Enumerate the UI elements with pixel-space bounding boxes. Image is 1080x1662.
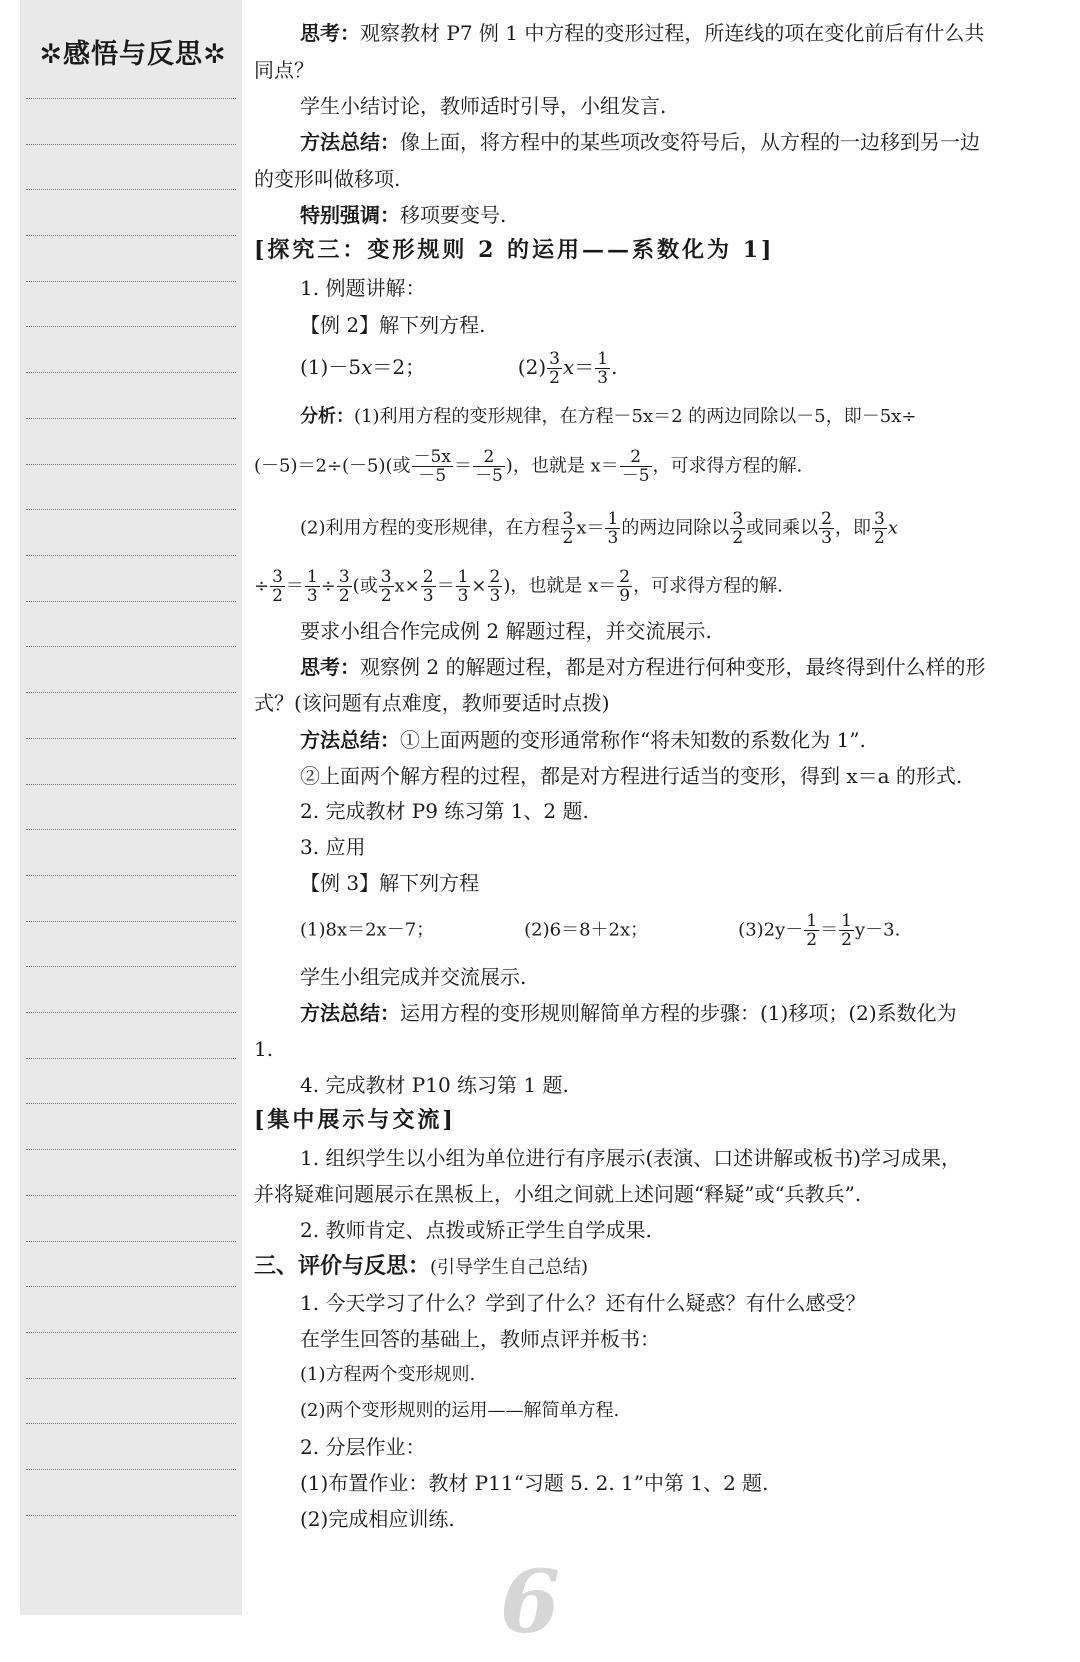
text-line: 4. 完成教材 P10 练习第 1 题. xyxy=(300,1073,569,1097)
fraction: $\frac{1}{3}$ xyxy=(306,567,318,606)
fraction: $\frac{3}{2}$ xyxy=(338,567,350,606)
section-heading: [探究三：变形规则 2 的运用——系数化为 1] xyxy=(254,237,775,263)
fraction: $\frac{2}{3}$ xyxy=(422,567,434,606)
fraction: $\frac{2}{9}$ xyxy=(619,567,631,606)
text-line: (1)布置作业：教材 P11“习题 5. 2. 1”中第 1、2 题. xyxy=(300,1471,769,1495)
fraction: $\frac{1}{2}$ xyxy=(841,911,852,950)
text-line: 方法总结：运用方程的变形规则解简单方程的步骤：(1)移项；(2)系数化为 xyxy=(300,1001,957,1025)
fraction: $\frac{1}{2}$ xyxy=(806,911,818,950)
text-line: (2)两个变形规则的运用——解简单方程. xyxy=(300,1400,620,1421)
fraction: $\frac{3}{2}$ xyxy=(380,567,392,606)
text-line: 【例 2】解下列方程. xyxy=(300,313,486,337)
sidebar-title: ✲感悟与反思✲ xyxy=(39,39,227,70)
text-line: 1. 例题讲解： xyxy=(300,276,426,300)
fraction: $\frac{3}{2}$ xyxy=(549,349,560,388)
text-line: 要求小组合作完成例 2 解题过程，并交流展示. xyxy=(300,619,712,643)
example-2-problems: (1)－5x＝2； (2) $\frac{3}{2}$ x＝ $\frac{1}{3}$ . xyxy=(300,349,618,388)
section-heading: [集中展示与交流] xyxy=(254,1107,456,1133)
fraction: $\frac{2}{3}$ xyxy=(489,567,501,606)
text-line: 1. 组织学生以小组为单位进行有序展示(表演、口述讲解或板书)学习成果， xyxy=(300,1146,962,1170)
text-line: 【例 3】解下列方程 xyxy=(300,871,480,895)
fraction: $\frac{3}{2}$ xyxy=(732,509,744,548)
text-line: 式？(该问题有点难度，教师要适时点拨) xyxy=(254,691,610,715)
fraction: $\frac{2}{3}$ xyxy=(821,509,832,548)
text-line: 3. 应用 xyxy=(300,835,366,859)
text-line: 的变形叫做移项. xyxy=(254,167,401,191)
fraction: $\frac{3}{2}$ xyxy=(562,509,574,548)
text-line: 2. 完成教材 P9 练习第 1、2 题. xyxy=(300,799,589,823)
text-line: 2. 分层作业： xyxy=(300,1435,426,1459)
text-line: 同点？ xyxy=(254,58,314,82)
fraction: $\frac{3}{2}$ xyxy=(272,567,283,606)
fraction: $\frac{1}{3}$ xyxy=(607,509,619,548)
text-line: 在学生回答的基础上，教师点评并板书： xyxy=(300,1327,660,1351)
fraction: $\frac{-5x}{-5}$ xyxy=(413,447,451,486)
text-line: 思考：观察例 2 的解题过程，都是对方程进行何种变形，最终得到什么样的形 xyxy=(300,655,986,679)
text-line: 方法总结：像上面，将方程中的某些项改变符号后，从方程的一边移到另一边 xyxy=(300,130,980,154)
fraction: $\frac{2}{-5}$ xyxy=(621,447,650,486)
text-line: 思考：观察教材 P7 例 1 中方程的变形过程，所连线的项在变化前后有什么共 xyxy=(300,21,985,45)
section-heading: 三、评价与反思：(引导学生自己总结) xyxy=(254,1254,589,1279)
fraction: $\frac{1}{3}$ xyxy=(597,349,609,388)
text-line: 1. xyxy=(254,1037,274,1061)
text-line: 分析：(1)利用方程的变形规律，在方程－5x＝2 的两边同除以－5，即－5x÷ xyxy=(300,406,917,427)
math-line: (－5)＝2÷(－5)(或 $\frac{-5x}{-5}$ ＝ $\frac{2}{-5}$ )，也就是 x＝ $\frac{2}{-5}$ ，可求得方程的解. xyxy=(254,447,803,486)
text-line: (2)完成相应训练. xyxy=(300,1507,455,1531)
text-line: 学生小组完成并交流展示. xyxy=(300,965,527,989)
fraction: $\frac{2}{-5}$ xyxy=(474,447,503,486)
text-line: ②上面两个解方程的过程，都是对方程进行适当的变形，得到 x＝a 的形式. xyxy=(300,764,963,788)
example-3-problems: (1)8x＝2x－7； (2)6＝8＋2x； (3)2y－ $\frac{1}{2}$ ＝ $\frac{1}{2}$ y－3. xyxy=(300,911,901,950)
page-number: 6 xyxy=(500,1552,560,1653)
text-line: 特别强调：移项要变号. xyxy=(300,203,507,227)
text-line: 学生小结讨论，教师适时引导，小组发言. xyxy=(300,94,667,118)
text-line: 1. 今天学习了什么？学到了什么？还有什么疑惑？有什么感受？ xyxy=(300,1291,866,1315)
fraction: $\frac{1}{3}$ xyxy=(457,567,469,606)
math-line: ÷ $\frac{3}{2}$ ＝ $\frac{1}{3}$ ÷ $\frac{3}{2}$ (或 $\frac{3}{2}$ x× $\frac{2}{3}$ ＝ $\frac{1}{3}$ × $\frac{2}{3}$ )，也就是 x＝ $\frac{2}{9}$ ，可求得方程的解. xyxy=(254,567,783,606)
math-line: (2)利用方程的变形规律，在方程 $\frac{3}{2}$ x＝ $\frac{1}{3}$ 的两边同除以 $\frac{3}{2}$ 或同乘以 $\frac{2}{3}$ ，即 $\frac{3}{2}$ x xyxy=(300,509,898,548)
text-line: 2. 教师肯定、点拨或矫正学生自学成果. xyxy=(300,1218,652,1242)
text-line: (1)方程两个变形规则. xyxy=(300,1364,476,1385)
fraction: $\frac{3}{2}$ xyxy=(873,509,885,548)
text-line: 并将疑难问题展示在黑板上，小组之间就上述问题“释疑”或“兵教兵”. xyxy=(254,1182,862,1206)
text-line: 方法总结：①上面两题的变形通常称作“将未知数的系数化为 1”. xyxy=(300,728,866,752)
